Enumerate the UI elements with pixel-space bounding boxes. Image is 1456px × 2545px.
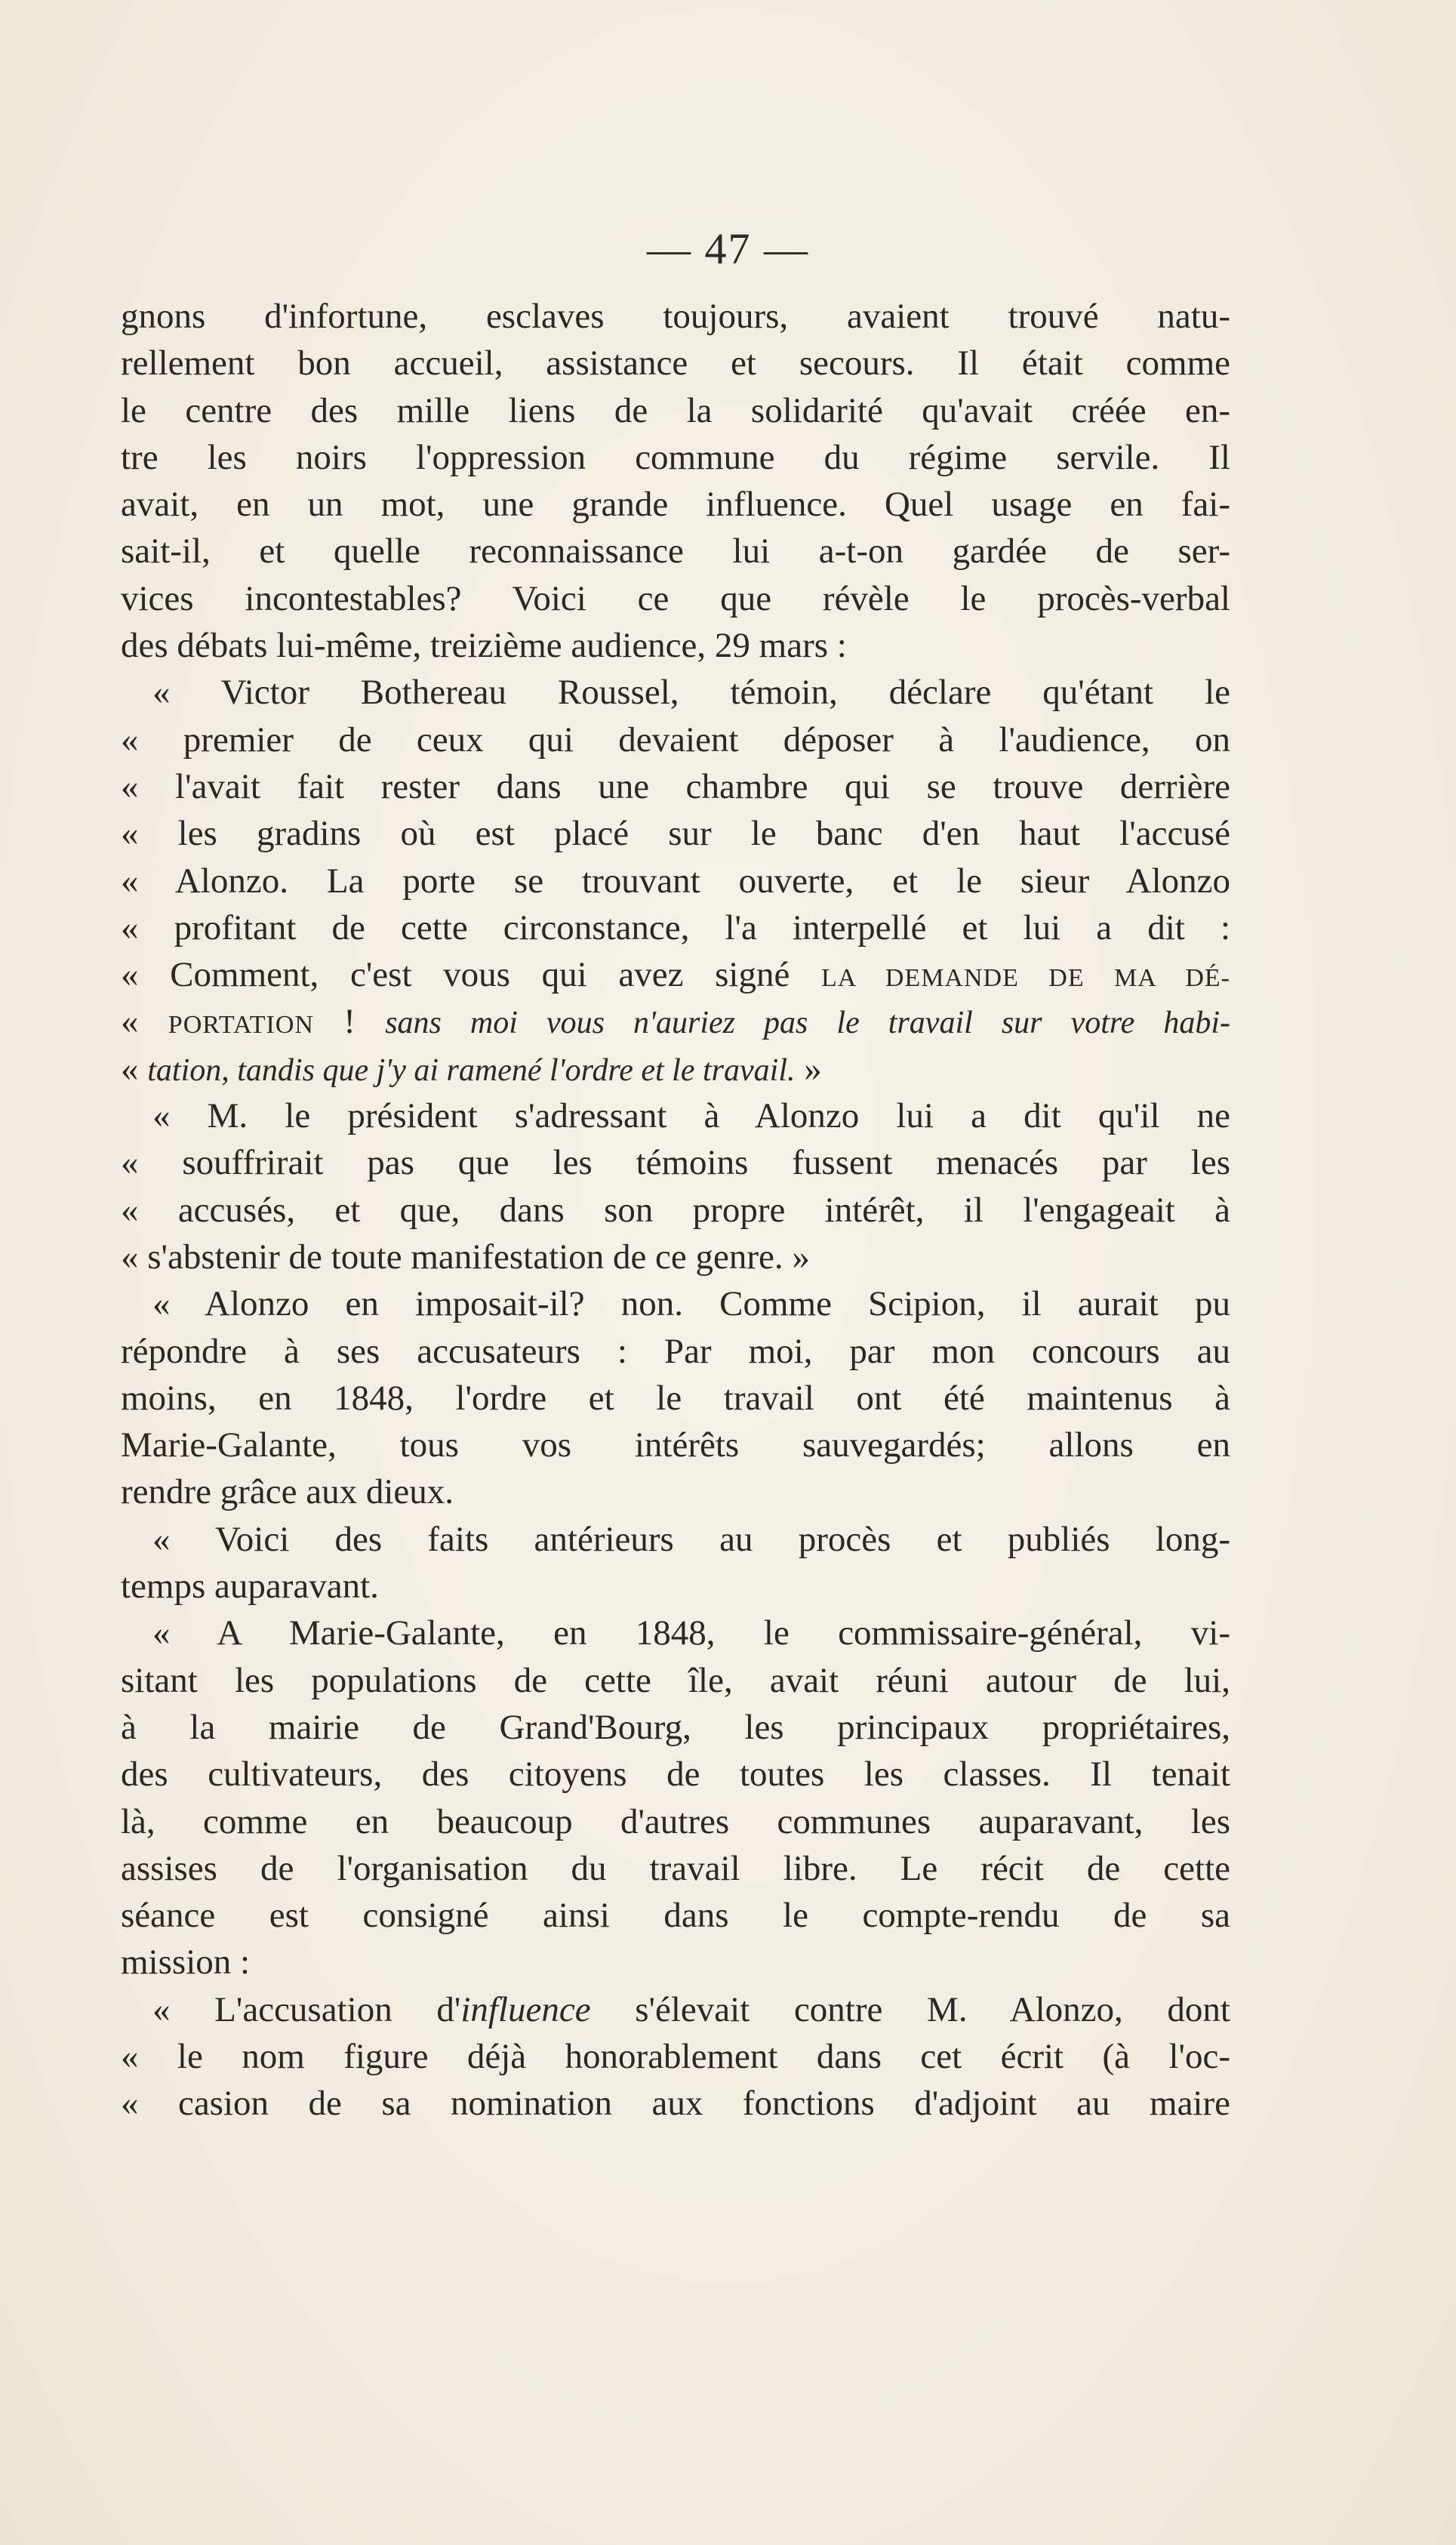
text-line-text: vices incontestables? Voici ce que révèle le procès-verbal bbox=[121, 578, 1230, 618]
text-line-text: « le nom figure déjà honorablement dans cet écrit (à l'oc- bbox=[121, 2036, 1230, 2076]
text-line-text: à la mairie de Grand'Bourg, les principaux propriétaires, bbox=[121, 1707, 1230, 1747]
text-line-text: des cultivateurs, des citoyens de toutes les classes. Il tenait bbox=[121, 1755, 1230, 1795]
text-line-text: tre les noirs l'oppression commune du régime servile. Il bbox=[121, 437, 1230, 477]
text-line-text: « l'avait fait rester dans une chambre qui se trouve derrière bbox=[121, 766, 1230, 806]
text-line bbox=[121, 904, 1230, 951]
text-line bbox=[121, 1939, 1230, 1986]
text-line-text: « s'abstenir de toute manifestation de ce genre. » bbox=[121, 1237, 810, 1277]
text-line-pre: « bbox=[121, 1049, 148, 1089]
text-line bbox=[121, 1234, 1230, 1280]
text-line bbox=[121, 481, 1230, 528]
text-line bbox=[121, 1516, 1230, 1563]
text-line-text: « casion de sa nomination aux fonctions d'adjoint au maire bbox=[121, 2084, 1230, 2124]
text-line bbox=[121, 1187, 1230, 1234]
text-line-text: « Voici des faits antérieurs au procès et publiés long- bbox=[152, 1519, 1230, 1559]
text-line bbox=[121, 1422, 1230, 1468]
text-line-it: tation, tandis que j'y ai ramené l'ordre et le travail. bbox=[147, 1052, 796, 1088]
text-line-sc: PORTATION bbox=[168, 1011, 314, 1040]
text-line-text: « premier de ceux qui devaient déposer à l'audience, on bbox=[121, 719, 1230, 759]
text-line bbox=[121, 1328, 1230, 1375]
text-line bbox=[121, 2080, 1230, 2127]
text-line bbox=[121, 1704, 1230, 1751]
page-number: — 47 — bbox=[647, 224, 809, 273]
text-line bbox=[121, 1798, 1230, 1845]
text-line bbox=[121, 716, 1230, 763]
text-line-pre: « Comment, c'est vous qui avez signé bbox=[121, 955, 821, 995]
text-line bbox=[121, 2033, 1230, 2080]
text-line-pre: « L'accusation d' bbox=[152, 1989, 461, 2029]
text-line bbox=[121, 575, 1230, 622]
text-line-text: moins, en 1848, l'ordre et le travail ont été maintenus à bbox=[121, 1378, 1230, 1418]
text-line-sc: LA DEMANDE DE MA DÉ- bbox=[821, 964, 1230, 993]
text-line-text: là, comme en beaucoup d'autres communes auparavant, les bbox=[121, 1801, 1230, 1841]
text-line-text: répondre à ses accusateurs : Par moi, par mon concours au bbox=[121, 1331, 1230, 1371]
text-line-text: temps auparavant. bbox=[121, 1567, 379, 1607]
text-line bbox=[121, 293, 1230, 340]
text-line-post: s'élevait contre M. Alonzo, dont bbox=[590, 1989, 1230, 2029]
body-text bbox=[121, 293, 1230, 2128]
text-line bbox=[121, 1468, 1230, 1515]
text-line bbox=[121, 1986, 1230, 2033]
text-line bbox=[121, 1751, 1230, 1798]
text-line bbox=[121, 434, 1230, 481]
text-line bbox=[121, 858, 1230, 904]
text-line-text: « les gradins où est placé sur le banc d'en haut l'accusé bbox=[121, 814, 1230, 854]
text-line-text: avait, en un mot, une grande influence. Quel usage en fai- bbox=[121, 485, 1230, 525]
text-line bbox=[121, 340, 1230, 387]
text-line-text: « M. le président s'adressant à Alonzo lui a dit qu'il ne bbox=[152, 1096, 1230, 1136]
text-line bbox=[121, 810, 1230, 857]
text-line bbox=[121, 622, 1230, 669]
text-line-text: des débats lui-même, treizième audience, 29 mars : bbox=[121, 626, 847, 666]
text-line-text: Marie-Galante, tous vos intérêts sauvegardés; allons en bbox=[121, 1425, 1230, 1465]
text-line bbox=[121, 1657, 1230, 1704]
text-line bbox=[121, 528, 1230, 575]
text-line-text: le centre des mille liens de la solidarité qu'avait créée en- bbox=[121, 390, 1230, 430]
text-line bbox=[121, 1375, 1230, 1422]
text-line-text: « A Marie-Galante, en 1848, le commissaire-général, vi- bbox=[152, 1613, 1230, 1653]
text-line-text: rellement bon accueil, assistance et secours. Il était comme bbox=[121, 344, 1230, 384]
text-line-mid: ! bbox=[313, 1002, 386, 1042]
text-line-text: rendre grâce aux dieux. bbox=[121, 1472, 454, 1512]
text-line bbox=[121, 1845, 1230, 1892]
text-line-text: « Victor Bothereau Roussel, témoin, déclare qu'étant le bbox=[152, 673, 1230, 713]
text-line bbox=[121, 998, 1230, 1045]
text-line bbox=[121, 1610, 1230, 1656]
text-line-text: « accusés, et que, dans son propre intérêt, il l'engageait à bbox=[121, 1190, 1230, 1230]
text-line bbox=[121, 1046, 1230, 1092]
text-line-text: sitant les populations de cette île, avait réuni autour de lui, bbox=[121, 1660, 1230, 1700]
text-line-text: « Alonzo en imposait-il? non. Comme Scipion, il aurait pu bbox=[152, 1284, 1230, 1324]
text-line-text: assises de l'organisation du travail libre. Le récit de cette bbox=[121, 1848, 1230, 1888]
text-line bbox=[121, 1280, 1230, 1327]
text-line bbox=[121, 387, 1230, 434]
text-line-post: » bbox=[795, 1049, 822, 1089]
text-line-text: « souffrirait pas que les témoins fussent menacés par les bbox=[121, 1143, 1230, 1183]
text-line bbox=[121, 1092, 1230, 1139]
text-line bbox=[121, 1563, 1230, 1610]
text-line-text: séance est consigné ainsi dans le compte-rendu de sa bbox=[121, 1896, 1230, 1936]
text-line-pre: « bbox=[121, 1002, 168, 1042]
text-line-text: gnons d'infortune, esclaves toujours, avaient trouvé natu- bbox=[121, 297, 1230, 336]
text-line bbox=[121, 763, 1230, 810]
text-line bbox=[121, 669, 1230, 716]
text-line-it: influence bbox=[460, 1989, 591, 2029]
text-line-text: sait-il, et quelle reconnaissance lui a-t-on gardée de ser- bbox=[121, 531, 1230, 572]
text-line bbox=[121, 1892, 1230, 1939]
text-line-text: mission : bbox=[121, 1943, 251, 1983]
text-line bbox=[121, 951, 1230, 998]
text-line-text: « Alonzo. La porte se trouvant ouverte, et le sieur Alonzo bbox=[121, 861, 1230, 901]
text-line-it: sans moi vous n'auriez pas le travail sur votre habi- bbox=[385, 1006, 1230, 1041]
text-line-text: « profitant de cette circonstance, l'a interpellé et lui a dit : bbox=[121, 907, 1230, 947]
text-line bbox=[121, 1139, 1230, 1186]
